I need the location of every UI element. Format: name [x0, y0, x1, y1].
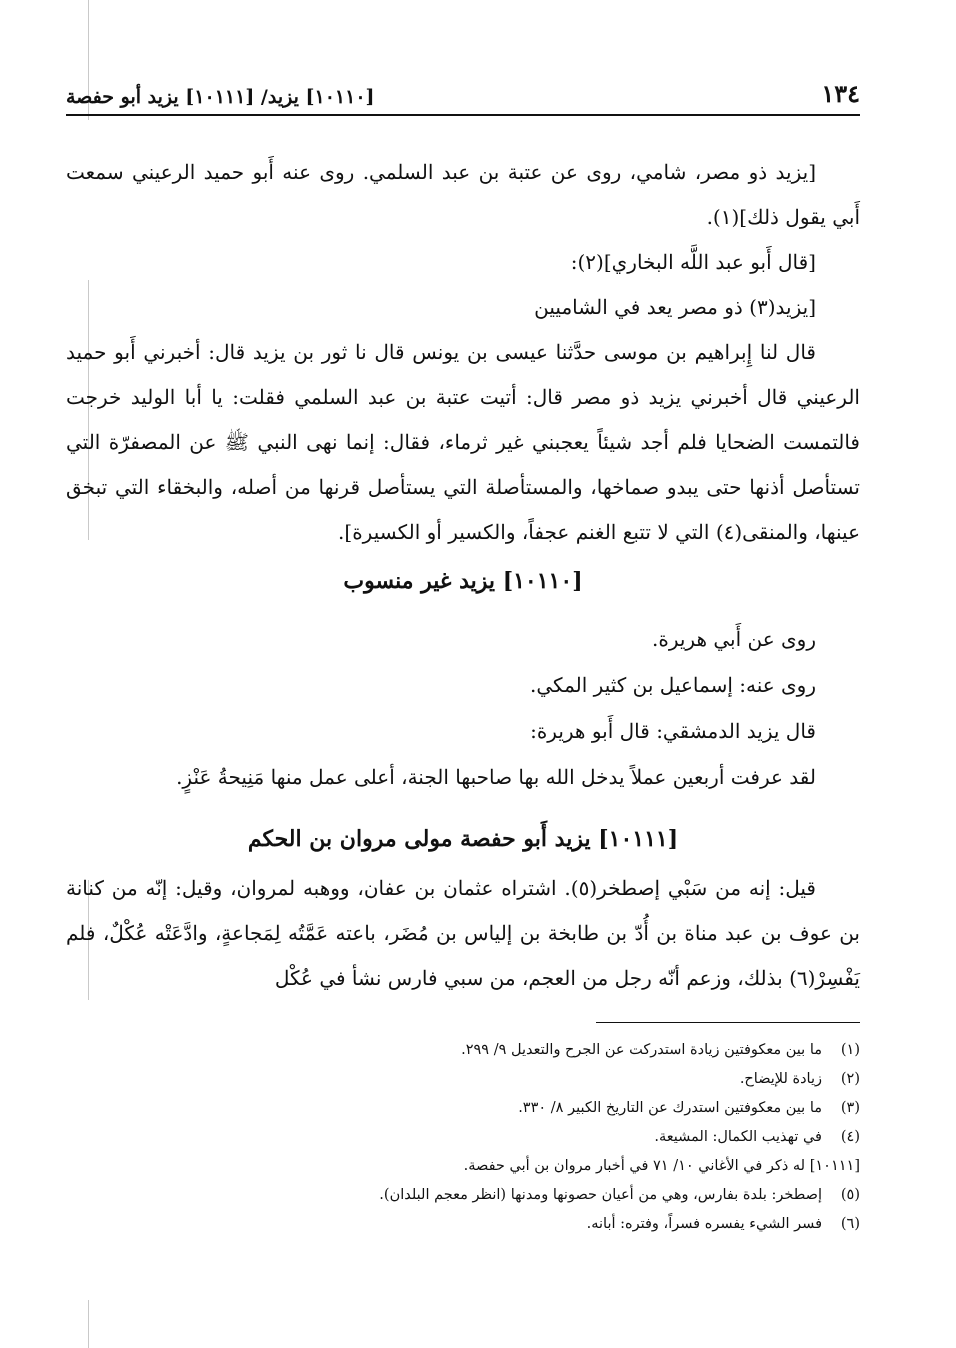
line-hadith: لقد عرفت أربعين عملاً يدخل الله بها صاحبها الجنة، أعلى عمل منها مَنِيحةُ عَنْزٍ. — [176, 765, 816, 789]
footnote-number: (٦) — [840, 1216, 860, 1232]
footnote-3 — [66, 1094, 860, 1123]
footnote-text: في تهذيب الكمال: المشيعة. — [654, 1129, 822, 1145]
section-body-10111 — [66, 866, 860, 1001]
page-number: ١٣٤ — [821, 79, 860, 108]
footnote-1 — [66, 1036, 860, 1065]
footnote-6 — [66, 1210, 860, 1239]
footnote-text: فسر الشيء يفسره فسراً، وفتره: أبانه. — [586, 1216, 822, 1232]
footnote-number: (٤) — [840, 1129, 860, 1145]
section-title-10111: [١٠١١١] يزيد أَبو حفصة مولى مروان بن الحكم — [247, 826, 679, 852]
running-title: [١٠١١٠] يزيد/ [١٠١١١] يزيد أبو حفصة — [66, 86, 375, 108]
entry-continuation — [66, 150, 860, 555]
section-body-10110 — [66, 616, 860, 800]
page-header — [66, 76, 860, 116]
scan-binding-line — [88, 1300, 89, 1348]
footnote-number: (٥) — [840, 1187, 860, 1203]
footnote-4 — [66, 1123, 860, 1152]
paragraph-entry-intro: [يزيد ذو مصر، شامي، روى عن عتبة بن عبد السلمي. روى عنه أَبو حميد الرعيني سمعت أَبي يقول ذلك](١). — [66, 160, 860, 229]
footnote-number: (٣) — [840, 1100, 860, 1116]
footnote-5 — [66, 1181, 860, 1210]
section-title-10110: [١٠١١٠] يزيد غير منسوب — [343, 568, 583, 594]
footnote-text: إصطخر: بلدة بفارس، وهي من أعيان حصونها ومدنها (انظر معجم البلدان). — [379, 1187, 822, 1203]
line-yazid-damascene: قال يزيد الدمشقي: قال أَبو هريرة: — [530, 719, 816, 743]
footnotes — [66, 1036, 860, 1239]
footnote-text: [١٠١١١] له ذكر في الأغاني ١٠/ ٧١ في أخبار مروان بن أبي حفصة. — [463, 1158, 860, 1174]
paragraph-bukhari-quote: [قال أَبو عبد اللَّه البخاري](٢): — [570, 250, 816, 274]
paragraph-abu-hafsa: قيل: إنه من سَبْي إصطخر(٥). اشتراه عثمان بن عفان، ووهبه لمروان، وقيل: إنّه من كنانة بن عوف بن عبد مناة بن أُدّ بن طابخة بن إلياس بن مُضَر، باعته عَمَّتُه لِمَجاعةٍ، وادَّعَتْه عُكْلٌ، فلم يَفْسِرْ(٦) بذلك، وزعم أنّه رجل من العجم، من سبي فارس نشأ في عُكْل — [66, 876, 861, 990]
footnote-number: (١) — [840, 1042, 860, 1058]
footnote-number: (٢) — [840, 1071, 860, 1087]
footnote-text: زيادة للإيضاح. — [739, 1071, 822, 1087]
line-narrated-from: روى عن أَبي هريرة. — [651, 627, 816, 651]
footnote-text: ما بين معكوفتين استدرك عن التاريخ الكبير ٨/ ٣٣٠. — [518, 1100, 822, 1116]
footnote-separator — [596, 1022, 860, 1023]
line-narrated-by: روى عنه: إسماعيل بن كثير المكي. — [530, 673, 816, 697]
footnote-2 — [66, 1065, 860, 1094]
paragraph-yazid-dhu-misr: [يزيد(٣) ذو مصر يعد في الشاميين — [534, 295, 816, 319]
footnote-entry-10111 — [66, 1152, 860, 1181]
paragraph-hadith-text: قال لنا إِبراهيم بن موسى حدَّثنا عيسى بن يونس قال نا ثور بن يزيد قال: أخبرني أَبو حميد الرعيني قال أخبرني يزيد ذو مصر قال: أتيت عتبة بن عبد السلمي فقلت: يا أبا الوليد خرجت فالتمست الضحايا فلم أجد شيئاً يعجبني غير ثرماء، فقال: إنما نهى النبي ﷺ عن المصفرّة التي تستأصل أذنها حتى يبدو صماخها، والمستأصلة التي يستأصل قرنها من أصله، والبخقاء التي تبخق عينها، والمنقى(٤) التي لا تتبع الغنم عجفاً، والكسير أو الكسيرة]. — [66, 340, 860, 544]
footnote-text: ما بين معكوفتين زيادة استدركت عن الجرح والتعديل ٩/ ٢٩٩. — [461, 1042, 822, 1058]
